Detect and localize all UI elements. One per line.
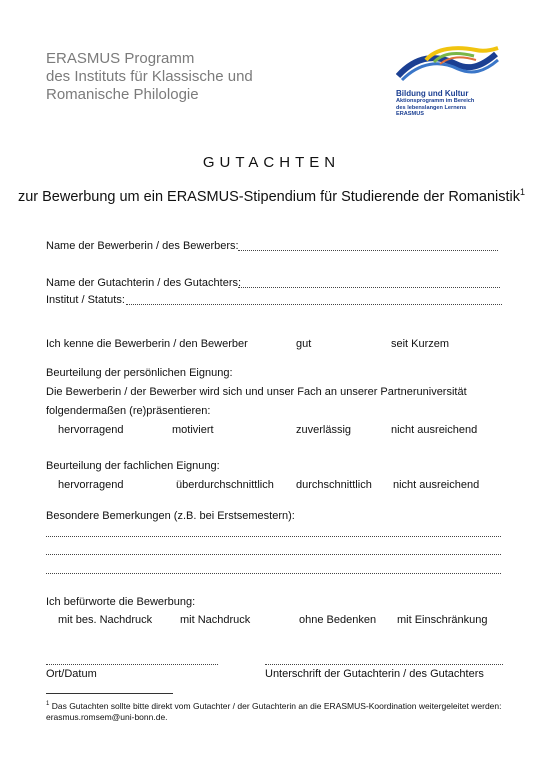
personal-text-2: folgendermaßen (re)präsentieren:: [46, 405, 211, 417]
academic-heading: Beurteilung der fachlichen Eignung:: [46, 460, 220, 472]
remarks-line-2[interactable]: [46, 554, 501, 555]
header-line-2: des Instituts für Klassische und: [46, 68, 253, 85]
academic-option-hervorragend[interactable]: hervorragend: [58, 479, 124, 491]
lifelong-learning-logo: [396, 46, 506, 126]
option-gut[interactable]: gut: [296, 338, 312, 350]
recommend-option-einschraenkung[interactable]: mit Einschränkung: [397, 614, 488, 626]
remarks-heading: Besondere Bemerkungen (z.B. bei Erstsemestern):: [46, 510, 295, 522]
recommend-option-ohne-bedenken[interactable]: ohne Bedenken: [299, 614, 377, 626]
recommend-option-bes-nachdruck[interactable]: mit bes. Nachdruck: [58, 614, 153, 626]
reviewer-name-field[interactable]: [238, 287, 500, 288]
academic-option-ueberdurchschnittlich[interactable]: überdurchschnittlich: [176, 479, 274, 491]
remarks-line-1[interactable]: [46, 536, 501, 537]
signature-field[interactable]: [265, 664, 503, 665]
institute-field[interactable]: [126, 304, 502, 305]
personal-text-1: Die Bewerberin / der Bewerber wird sich und unser Fach an unserer Partneruniversität: [46, 386, 467, 398]
academic-option-nicht-ausreichend[interactable]: nicht ausreichend: [393, 479, 480, 491]
academic-option-durchschnittlich[interactable]: durchschnittlich: [296, 479, 372, 491]
logo-line-3: ERASMUS: [396, 111, 424, 117]
remarks-line-3[interactable]: [46, 573, 501, 574]
footnote-marker: 1: [520, 187, 526, 197]
place-date-field[interactable]: [46, 664, 218, 665]
header-line-3: Romanische Philologie: [46, 86, 199, 103]
reviewer-name-label: Name der Gutachterin / des Gutachters:: [46, 277, 242, 289]
footnote-text: Das Gutachten sollte bitte direkt vom Gutachter / der Gutachterin an die ERASMUS-Koordination weitergeleitet werden: erasmus.romsem@uni-bonn.de.: [46, 700, 502, 722]
header-line-1: ERASMUS Programm: [46, 50, 195, 67]
logo-title: Bildung und Kultur: [396, 89, 469, 98]
program-header: [46, 50, 253, 104]
option-seit-kurzem[interactable]: seit Kurzem: [391, 338, 450, 350]
place-date-label: Ort/Datum: [46, 668, 97, 680]
applicant-name-label: Name der Bewerberin / des Bewerbers:: [46, 240, 239, 252]
recommend-option-nachdruck[interactable]: mit Nachdruck: [180, 614, 251, 626]
document-subtitle: [0, 181, 543, 209]
personal-option-nicht-ausreichend[interactable]: nicht ausreichend: [391, 424, 478, 436]
personal-heading: Beurteilung der persönlichen Eignung:: [46, 367, 233, 379]
footnote: [46, 699, 516, 723]
logo-line-1: Aktionsprogramm im Bereich: [396, 98, 475, 104]
personal-option-zuverlaessig[interactable]: zuverlässig: [296, 424, 352, 436]
applicant-name-field[interactable]: [238, 250, 498, 251]
footnote-number: 1: [46, 701, 50, 707]
subtitle-text: zur Bewerbung um ein ERASMUS-Stipendium für Studierende der Romanistik: [17, 188, 521, 205]
logo-line-2: des lebenslangen Lernens: [396, 104, 467, 111]
document-title: GUTACHTEN: [202, 154, 341, 171]
institute-label: Institut / Statuts:: [46, 294, 125, 306]
signature-label: Unterschrift der Gutachterin / des Gutachters: [265, 668, 484, 680]
recommend-heading: Ich befürworte die Bewerbung:: [46, 596, 196, 608]
bird-wave-logo-icon: [396, 46, 500, 84]
personal-option-motiviert[interactable]: motiviert: [172, 424, 214, 436]
footnote-divider: [46, 693, 173, 694]
personal-option-hervorragend[interactable]: hervorragend: [58, 424, 124, 436]
acquaintance-label: Ich kenne die Bewerberin / den Bewerber: [46, 338, 248, 350]
